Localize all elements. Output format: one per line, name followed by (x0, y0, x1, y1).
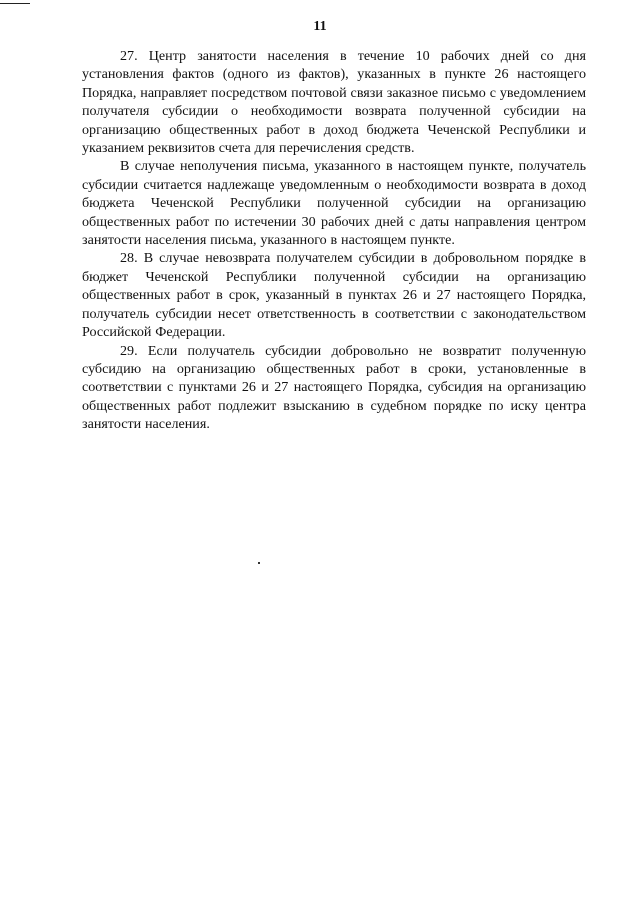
paragraph-29: 29. Если получатель субсидии добровольно не возвратит полученную субсидию на организацию общественных работ в сроки, установленные в соответствии с пунктами 26 и 27 настоящего Порядка, субсидия на организацию общественных работ подлежит взысканию в судебном порядке по иску центра занятости населения. (82, 342, 586, 433)
paragraph-28: 28. В случае невозврата получателем субсидии в добровольном порядке в бюджет Чеченской Республики полученной субсидии на организацию общественных работ в срок, указанный в пунктах 26 и 27 настоящего Порядка, получатель субсидии несет ответственность в соответствии с законодательством Российской Федерации. (82, 250, 586, 341)
scan-corner-line (0, 3, 30, 4)
paragraph-27: 27. Центр занятости населения в течение 10 рабочих дней со дня установления фактов (одного из фактов), указанных в пункте 26 настоящего Порядка, направляет посредством почтовой связи заказное письмо с уведомлением получателя субсидии о необходимости возврата полученной субсидии на организацию общественных работ в доход бюджета Чеченской Республики и указанием реквизитов счета для перечисления средств. (82, 48, 586, 157)
document-body (82, 47, 586, 434)
page-number: 11 (313, 19, 327, 34)
paragraph-27-continuation: В случае неполучения письма, указанного в настоящем пункте, получатель субсидии считается надлежаще уведомленным о необходимости возврата в доход бюджета Чеченской Республики полученной субсидии на организацию общественных работ по истечении 30 рабочих дней с даты направления центром занятости населения письма, указанного в настоящем пункте. (82, 158, 586, 249)
scan-speck (258, 562, 260, 564)
